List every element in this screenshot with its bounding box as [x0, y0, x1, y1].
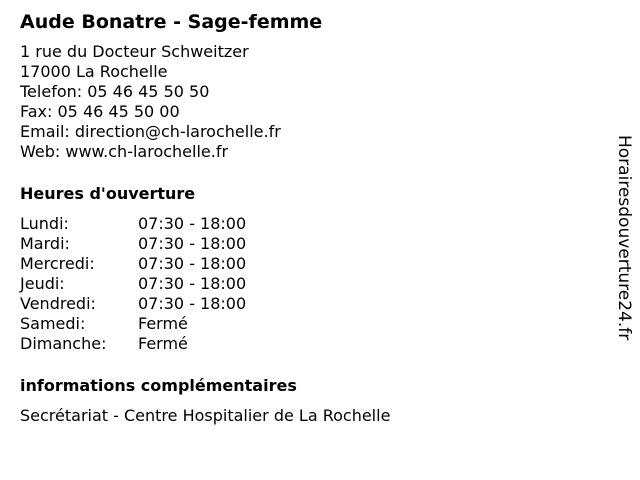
day-label: Dimanche:	[20, 334, 107, 353]
day-label: Jeudi:	[20, 274, 65, 293]
day-label: Samedi:	[20, 314, 86, 333]
hours-row-samedi	[20, 314, 590, 334]
opening-hours-heading: Heures d'ouverture	[20, 184, 196, 203]
email-link[interactable]: direction@ch-larochelle.fr	[74, 122, 281, 141]
hours-value: 07:30 - 18:00	[138, 234, 247, 253]
day-label: Mercredi:	[20, 254, 95, 273]
additional-info-heading: informations complémentaires	[20, 376, 297, 395]
additional-info-text: Secrétariat - Centre Hospitalier de La Rochelle	[20, 406, 391, 425]
hours-value: 07:30 - 18:00	[138, 294, 247, 313]
address-line-2: 17000 La Rochelle	[20, 62, 168, 81]
day-label: Lundi:	[20, 214, 69, 233]
hours-value: 07:30 - 18:00	[138, 214, 247, 233]
fax-label: Fax:	[20, 102, 53, 121]
fax-line	[20, 102, 590, 122]
hours-row-vendredi	[20, 294, 590, 314]
site-watermark: Horairesdouverture24.fr	[614, 135, 634, 341]
web-label: Web:	[20, 142, 61, 161]
telefon-line	[20, 82, 590, 102]
hours-value: Fermé	[138, 314, 188, 333]
fax-value: 05 46 45 50 00	[57, 102, 180, 121]
hours-row-mardi	[20, 234, 590, 254]
day-label: Mardi:	[20, 234, 70, 253]
address-line-1: 1 rue du Docteur Schweitzer	[20, 42, 249, 61]
opening-hours-table	[20, 214, 590, 354]
web-link[interactable]: www.ch-larochelle.fr	[65, 142, 229, 161]
email-line	[20, 122, 590, 142]
hours-row-jeudi	[20, 274, 590, 294]
hours-row-dimanche	[20, 334, 590, 354]
hours-value: 07:30 - 18:00	[138, 274, 247, 293]
hours-value: 07:30 - 18:00	[138, 254, 247, 273]
day-label: Vendredi:	[20, 294, 96, 313]
hours-value: Fermé	[138, 334, 188, 353]
listing-card	[20, 10, 590, 426]
telefon-value[interactable]: 05 46 45 50 50	[87, 82, 210, 101]
email-label: Email:	[20, 122, 70, 141]
web-line	[20, 142, 590, 162]
hours-row-lundi	[20, 214, 590, 234]
page-title: Aude Bonatre - Sage-femme	[20, 11, 323, 33]
telefon-label: Telefon:	[20, 82, 83, 101]
hours-row-mercredi	[20, 254, 590, 274]
